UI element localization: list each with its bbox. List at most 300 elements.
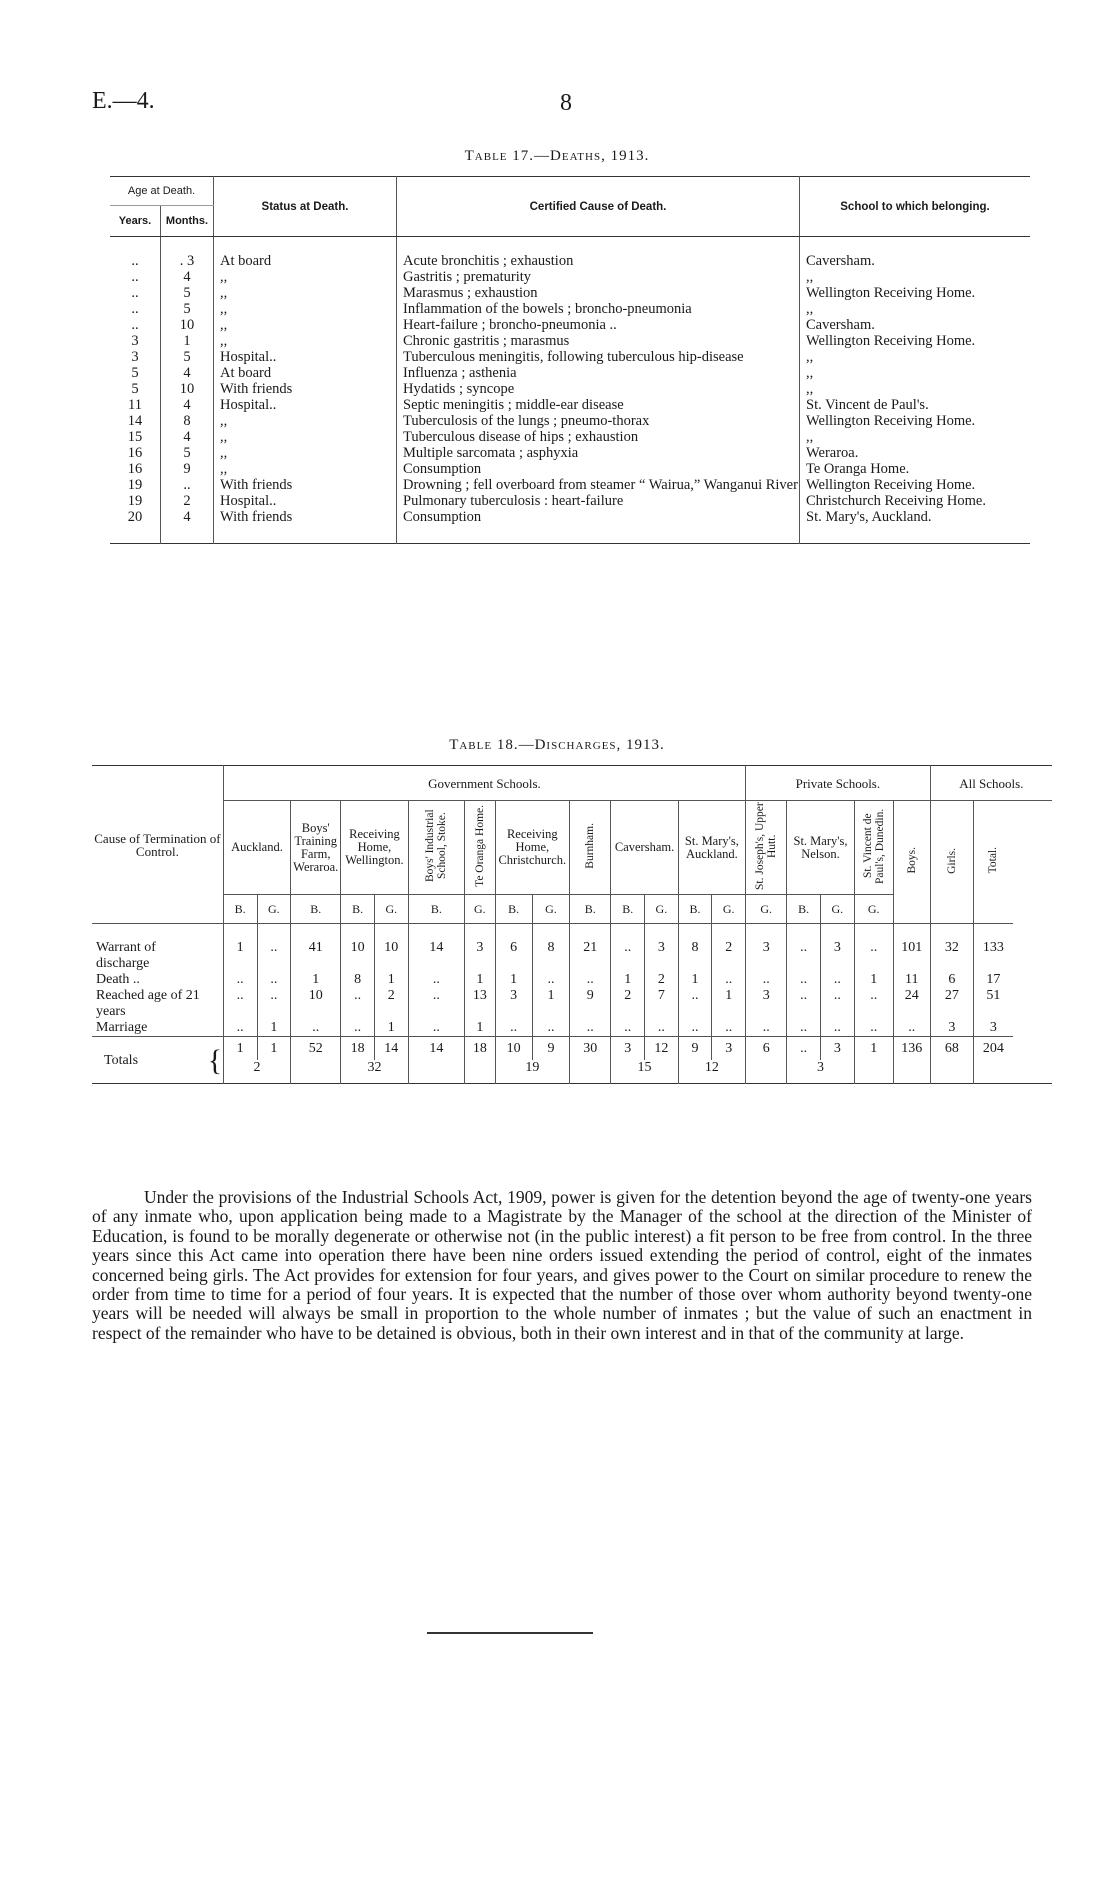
discharge-value-cell: 3 [989,1020,997,1035]
years-header: Years. [110,206,161,237]
discharge-cause-label: Reached age of 21 years [96,988,200,1019]
discharge-value-cell: .. [223,988,257,1020]
death-school-cell: Caversham. [806,317,875,333]
discharge-value-cell: .. [712,972,746,988]
death-school-cell: Te Oranga Home. [806,461,910,477]
death-months-cell: 9 [161,461,214,477]
discharge-value-cell: .. [611,924,645,973]
death-status-cell: Hospital.. [214,349,397,365]
death-row [110,461,1030,477]
sex-label: B. [787,895,821,924]
discharge-value-cell: .. [746,1020,787,1037]
discharge-value-cell: 3 [821,924,855,973]
discharge-value-cell: 17 [986,972,1001,987]
discharge-value-cell: 101 [893,924,930,973]
table17-body [110,237,1030,544]
discharge-value-cell: 21 [570,924,611,973]
death-status-cell: ,, [214,413,397,429]
discharge-value-cell: .. [532,1020,569,1037]
discharge-value-cell: .. [678,988,712,1020]
totals-value-cell: 9 [678,1037,712,1061]
discharge-value-cell: 3 [930,1020,973,1037]
closing-rule [427,1632,593,1634]
death-status-cell: ,, [214,461,397,477]
sex-label: G. [821,895,855,924]
death-months-cell: 8 [161,413,214,429]
discharge-value-cell: 27 [930,988,973,1020]
te-oranga-header-label: Te Oranga Home. [473,805,486,887]
discharge-value-cell: .. [257,924,291,973]
totals-row [92,1037,1052,1061]
death-months-cell: 5 [161,445,214,461]
discharge-value-cell: 24 [893,988,930,1020]
death-school-cell: Wellington Receiving Home. [806,477,976,493]
discharge-value-cell: .. [495,1020,532,1037]
death-years-cell: 3 [110,349,161,365]
death-months-cell: 4 [161,397,214,413]
sex-label: G. [712,895,746,924]
death-years-cell: 5 [110,365,161,381]
boys-header [893,801,930,924]
discharge-value-cell: .. [611,1020,645,1037]
wellington-header: Receiving Home, Wellington. [341,801,408,895]
death-months-cell: 1 [161,333,214,349]
sex-label: G. [746,895,787,924]
death-row [110,381,1030,397]
death-row [110,477,1030,493]
death-months-cell: 5 [161,285,214,301]
discharge-value-cell: .. [257,988,291,1020]
discharge-value-cell: 11 [893,972,930,988]
discharge-value-cell: .. [532,972,569,988]
sex-label: B. [408,895,464,924]
death-years-cell: 16 [110,445,161,461]
combined-total-empty [465,1060,495,1084]
cause-header: Certified Cause of Death. [397,177,800,237]
death-months-cell: 10 [161,381,214,397]
totals-value-cell: 9 [532,1037,569,1061]
combined-total-christchurch: 19 [495,1060,570,1084]
discharge-value-cell: 13 [465,988,495,1020]
label-spacer [207,988,223,1020]
combined-total-empty [893,1060,930,1084]
discharge-value-cell: 1 [374,972,408,988]
discharge-value-cell: 1 [712,988,746,1020]
sex-label: B. [341,895,375,924]
discharge-value-cell: .. [570,1020,611,1037]
st-vincent-header [854,801,893,895]
discharge-value-cell: 8 [678,924,712,973]
discharge-value-cell: 3 [746,924,787,973]
death-years-cell: 16 [110,461,161,477]
discharge-value-cell: .. [854,1020,893,1037]
death-school-cell: Caversham. [806,253,875,269]
discharge-row [92,1020,1052,1037]
discharge-value-cell: 3 [746,988,787,1020]
death-months-cell: 5 [161,349,214,365]
death-status-cell: Hospital.. [214,493,397,509]
death-school-cell: ,, [806,349,814,365]
label-spacer [207,924,223,973]
st-josephs-header-label: St. Joseph's, Upper Hutt. [754,802,779,890]
death-row [110,397,1030,413]
death-years-cell: 14 [110,413,161,429]
death-status-cell: With friends [214,477,397,493]
death-months-cell: .. [161,477,214,493]
discharge-value-cell: 1 [678,972,712,988]
death-row [110,509,1030,544]
discharge-value-cell: .. [408,988,464,1020]
discharge-value-cell: .. [678,1020,712,1037]
death-years-cell: 19 [110,493,161,509]
death-row [110,413,1030,429]
discharge-value-cell: 1 [611,972,645,988]
discharge-value-cell: .. [787,972,821,988]
death-row [110,493,1030,509]
sex-label: B. [291,895,341,924]
discharge-value-cell: 51 [986,988,1001,1003]
death-status-cell: With friends [214,381,397,397]
discharge-value-cell: 9 [570,988,611,1020]
death-school-cell: ,, [806,269,814,285]
girls-header-label: Girls. [945,847,958,874]
death-school-cell: Wellington Receiving Home. [806,413,976,429]
discharge-value-cell: 1 [854,972,893,988]
death-cause-cell: Drowning ; fell overboard from steamer “ Wairua,” Wanganui River [397,477,800,493]
total-header-label: Total. [987,847,1000,874]
discharge-value-cell: 1 [291,972,341,988]
st-josephs-header [746,801,787,895]
discharge-value-cell: 8 [532,924,569,973]
label-spacer [207,1020,223,1037]
discharge-value-cell: 3 [645,924,679,973]
te-oranga-header [465,801,495,895]
death-cause-cell: Acute bronchitis ; exhaustion [397,237,800,270]
burnham-header [570,801,611,895]
death-months-cell: 10 [161,317,214,333]
discharge-value-cell: 1 [257,1020,291,1037]
death-months-cell: 4 [161,365,214,381]
totals-value-cell: 204 [974,1037,1013,1061]
death-school-cell: St. Vincent de Paul's. [806,397,929,413]
months-header: Months. [161,206,214,237]
death-cause-cell: Tuberculous disease of hips ; exhaustion [397,429,800,445]
boys-header-label: Boys. [905,847,918,874]
death-years-cell: 20 [110,509,161,544]
sex-label: B. [611,895,645,924]
body-paragraph [92,1188,1032,1343]
death-status-cell: ,, [214,317,397,333]
death-cause-cell: Hydatids ; syncope [397,381,800,397]
death-years-cell: .. [110,285,161,301]
sex-label: G. [645,895,679,924]
death-row [110,269,1030,285]
death-cause-cell: Marasmus ; exhaustion [397,285,800,301]
page-number: 8 [560,90,572,116]
discharge-value-cell: 1 [465,972,495,988]
discharge-value-cell: 41 [291,924,341,973]
death-cause-cell: Tuberculous meningitis, following tuberculous hip-disease [397,349,800,365]
weraroa-header: Boys' Training Farm, Weraroa. [291,801,341,895]
discharge-value-cell: 10 [341,924,375,973]
discharge-row [92,988,1052,1020]
death-row [110,445,1030,461]
death-cause-cell: Heart-failure ; broncho-pneumonia .. [397,317,800,333]
discharge-value-cell: 14 [408,924,464,973]
totals-value-cell: 136 [893,1037,930,1061]
discharge-cause-label: Warrant of discharge [96,940,156,971]
label-spacer [207,972,223,988]
discharge-value-cell: 3 [465,924,495,973]
death-years-cell: 15 [110,429,161,445]
age-at-death-header: Age at Death. [110,177,214,206]
discharge-value-cell: 1 [374,1020,408,1037]
caversham-header: Caversham. [611,801,678,895]
combined-total-empty [854,1060,893,1084]
combined-total-auckland: 2 [223,1060,290,1084]
death-status-cell: ,, [214,333,397,349]
death-status-cell: ,, [214,269,397,285]
discharge-value-cell: .. [854,988,893,1020]
private-schools-header: Private Schools. [746,766,931,801]
totals-value-cell: 68 [930,1037,973,1061]
discharge-value-cell: .. [821,972,855,988]
death-cause-cell: Gastritis ; prematurity [397,269,800,285]
discharge-value-cell: 10 [374,924,408,973]
death-row [110,333,1030,349]
discharge-cause-label: Marriage [96,1020,148,1035]
discharge-row [92,924,1052,973]
death-cause-cell: Consumption [397,509,800,544]
table17-caption: Table 17.—Deaths, 1913. [464,148,650,164]
death-row [110,365,1030,381]
discharge-value-cell: .. [223,972,257,988]
discharge-value-cell: 8 [341,972,375,988]
discharge-value-cell: .. [570,972,611,988]
totals-value-cell: 18 [465,1037,495,1061]
totals-value-cell: 3 [821,1037,855,1061]
death-cause-cell: Pulmonary tuberculosis : heart-failure [397,493,800,509]
death-years-cell: .. [110,317,161,333]
st-marys-auckland-header: St. Mary's, Auckland. [678,801,745,895]
table18-caption: Table 18.—Discharges, 1913. [449,737,665,753]
death-school-cell: ,, [806,429,814,445]
all-schools-header: All Schools. [930,766,1052,801]
discharge-value-cell: 1 [532,988,569,1020]
discharge-value-cell: 10 [291,988,341,1020]
discharge-value-cell: .. [291,1020,341,1037]
discharge-value-cell: .. [257,972,291,988]
totals-value-cell: 18 [341,1037,375,1061]
death-school-cell: Christchurch Receiving Home. [806,493,986,509]
death-cause-cell: Influenza ; asthenia [397,365,800,381]
death-row [110,317,1030,333]
death-cause-cell: Tuberculosis of the lungs ; pneumo-thorax [397,413,800,429]
totals-value-cell: 3 [712,1037,746,1061]
death-cause-cell: Multiple sarcomata ; asphyxia [397,445,800,461]
table18-discharges [92,765,1052,1084]
death-status-cell: ,, [214,285,397,301]
status-header: Status at Death. [214,177,397,237]
discharge-value-cell: .. [821,988,855,1020]
discharge-value-cell: .. [854,924,893,973]
death-school-cell: Wellington Receiving Home. [806,285,976,301]
combined-totals-row [92,1060,1052,1084]
discharge-value-cell: 2 [712,924,746,973]
totals-value-cell: 1 [223,1037,257,1061]
st-vincent-header-label: St. Vincent de Paul's, Dunedin. [861,808,886,884]
discharge-value-cell: .. [341,1020,375,1037]
discharge-value-cell: 2 [611,988,645,1020]
auckland-header: Auckland. [223,801,290,895]
death-status-cell: At board [214,237,397,270]
school-header: School to which belonging. [800,177,1031,237]
death-row [110,429,1030,445]
death-cause-cell: Consumption [397,461,800,477]
cause-of-termination-header: Cause of Termination of Control. [92,766,223,924]
death-years-cell: 3 [110,333,161,349]
death-years-cell: 19 [110,477,161,493]
death-years-cell: .. [110,301,161,317]
discharge-value-cell: 1 [495,972,532,988]
total-header [974,801,1013,924]
combined-total-empty [974,1060,1013,1084]
discharge-value-cell: 2 [645,972,679,988]
death-months-cell: 5 [161,301,214,317]
discharge-value-cell: 6 [930,972,973,988]
totals-value-cell: 1 [257,1037,291,1061]
document-code: E.—4. [92,88,155,114]
death-years-cell: .. [110,237,161,270]
totals-value-cell: 3 [611,1037,645,1061]
death-row [110,285,1030,301]
death-cause-cell: Chronic gastritis ; marasmus [397,333,800,349]
discharge-value-cell: 7 [645,988,679,1020]
totals-value-cell: 14 [374,1037,408,1061]
discharge-value-cell: .. [787,1020,821,1037]
totals-value-cell: .. [787,1037,821,1061]
death-cause-cell: Inflammation of the bowels ; broncho-pneumonia [397,301,800,317]
discharge-value-cell: .. [645,1020,679,1037]
combined-total-empty [746,1060,787,1084]
death-school-cell: Wellington Receiving Home. [806,333,976,349]
combined-total-wellington: 32 [341,1060,408,1084]
death-months-cell: . 3 [161,237,214,270]
totals-value-cell: 52 [291,1037,341,1061]
sex-label: G. [257,895,291,924]
totals-value-cell: 30 [570,1037,611,1061]
death-months-cell: 2 [161,493,214,509]
st-marys-nelson-header: St. Mary's, Nelson. [787,801,854,895]
discharge-value-cell: .. [893,1020,930,1037]
death-school-cell: ,, [806,365,814,381]
sex-label: G. [465,895,495,924]
death-years-cell: 11 [110,397,161,413]
death-school-cell: St. Mary's, Auckland. [806,509,932,525]
death-months-cell: 4 [161,429,214,445]
totals-value-cell: 10 [495,1037,532,1061]
combined-total-empty [570,1060,611,1084]
totals-value-cell: 14 [408,1037,464,1061]
combined-total-st-marys-nelson: 3 [787,1060,854,1084]
table17-deaths [110,176,1030,544]
totals-value-cell: 6 [746,1037,787,1061]
sex-label: B. [678,895,712,924]
christchurch-header: Receiving Home, Christchurch. [495,801,570,895]
discharge-value-cell: .. [821,1020,855,1037]
totals-brace: { [207,1037,223,1084]
death-months-cell: 4 [161,269,214,285]
death-cause-cell: Septic meningitis ; middle-ear disease [397,397,800,413]
discharge-value-cell: .. [408,1020,464,1037]
stoke-header-label: Boys' Industrial School, Stoke. [424,809,449,883]
discharge-cause-label: Death .. [96,972,140,987]
burnham-header-label: Burnham. [584,823,597,869]
death-row [110,237,1030,270]
death-years-cell: 5 [110,381,161,397]
sex-label: B. [570,895,611,924]
combined-total-empty [291,1060,341,1084]
combined-total-caversham: 15 [611,1060,678,1084]
discharge-value-cell: 1 [223,924,257,973]
discharge-row [92,972,1052,988]
combined-total-empty [930,1060,973,1084]
discharge-value-cell: 32 [930,924,973,973]
discharge-value-cell: .. [341,988,375,1020]
discharge-value-cell: 2 [374,988,408,1020]
sex-label: G. [532,895,569,924]
discharge-value-cell: .. [787,988,821,1020]
table18-body [92,924,1052,1084]
combined-total-empty [408,1060,464,1084]
combined-total-st-marys-auckland: 12 [678,1060,745,1084]
death-status-cell: At board [214,365,397,381]
discharge-value-cell: .. [408,972,464,988]
discharge-value-cell: 1 [465,1020,495,1037]
discharge-value-cell: .. [223,1020,257,1037]
discharge-value-cell: .. [787,924,821,973]
sex-label: G. [854,895,893,924]
discharge-value-cell: 6 [495,924,532,973]
death-months-cell: 4 [161,509,214,544]
death-status-cell: ,, [214,429,397,445]
discharge-value-cell: 3 [495,988,532,1020]
death-school-cell: Weraroa. [806,445,859,461]
paragraph-text: Under the provisions of the Industrial Schools Act, 1909, power is given for the detention beyond the age of twenty-one years of any inmate who, upon application being made to a Magistrate by the Manager of the school at the direction of the Minister of Education, is found to be morally degenerate or otherwise not (in the public interest) a fit person to be free from control. In the three years since this Act came into operation there have been nine orders issued extending the period of control, eight of the inmates concerned being girls. The Act provides for extension for four years, and gives power to the Court on similar procedure to renew the order from time to time for a period of four years. It is expected that the number of those over whom authority beyond twenty-one years will be needed will always be small in proportion to the whole number of inmates ; but the value of such an enactment in respect of the remainder who have to be detained is obvious, both in their own interest and in that of the community at large. [92,1187,1032,1343]
death-row [110,301,1030,317]
discharge-value-cell: .. [712,1020,746,1037]
totals-value-cell: 12 [645,1037,679,1061]
death-status-cell: ,, [214,445,397,461]
death-years-cell: .. [110,269,161,285]
death-status-cell: With friends [214,509,397,544]
death-status-cell: Hospital.. [214,397,397,413]
totals-label: Totals [92,1037,207,1084]
death-row [110,349,1030,365]
death-status-cell: ,, [214,301,397,317]
girls-header [930,801,973,924]
sex-label: G. [374,895,408,924]
sex-label: B. [495,895,532,924]
death-school-cell: ,, [806,381,814,397]
discharge-value-cell: .. [746,972,787,988]
discharge-value-cell: 133 [982,940,1004,955]
stoke-header [408,801,464,895]
sex-label: B. [223,895,257,924]
death-school-cell: ,, [806,301,814,317]
totals-value-cell: 1 [854,1037,893,1061]
government-schools-header: Government Schools. [223,766,745,801]
